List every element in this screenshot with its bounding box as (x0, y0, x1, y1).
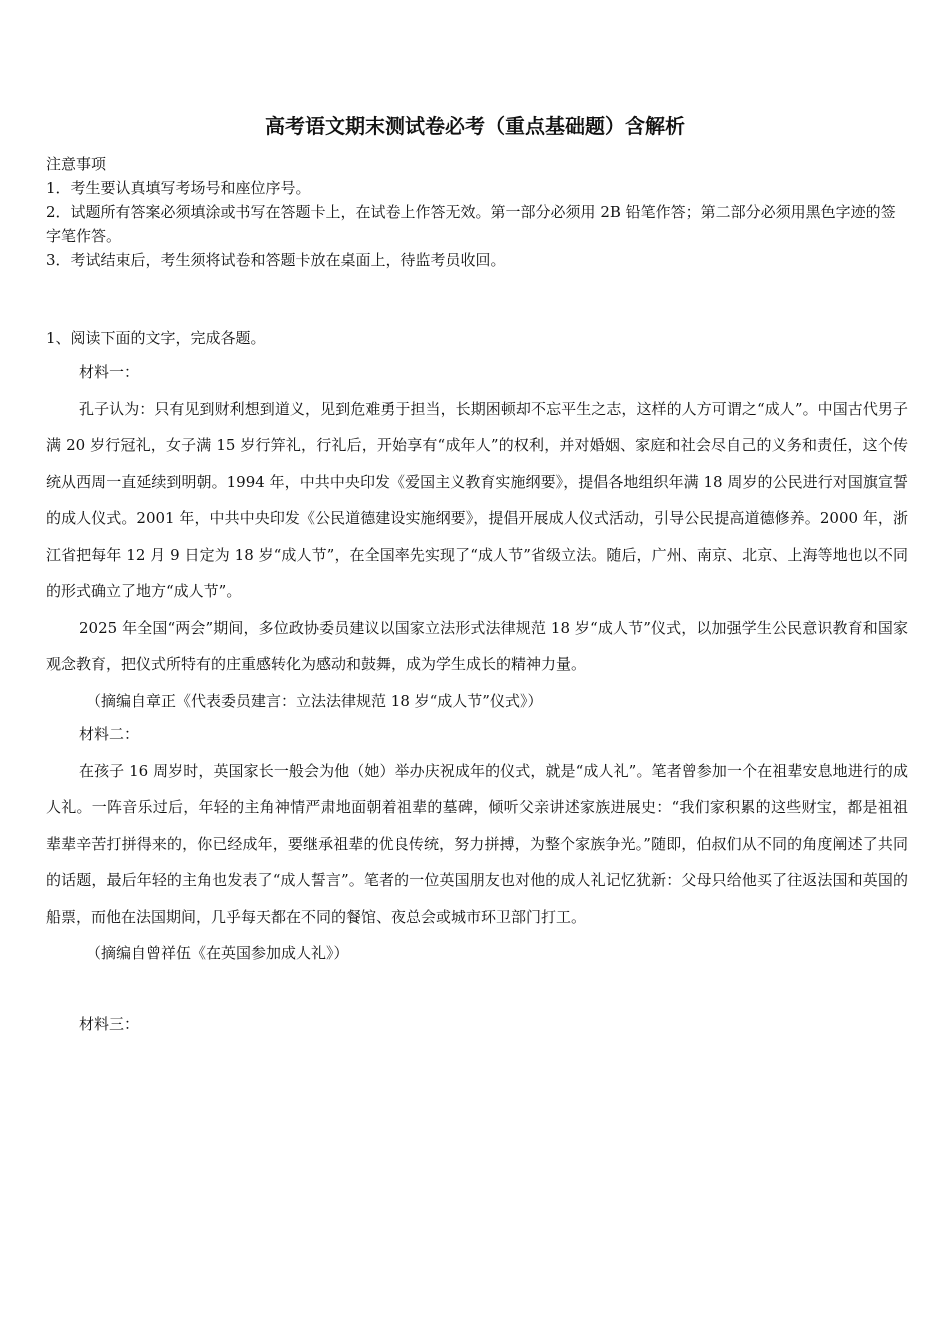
notice-section (46, 152, 908, 272)
material-one (46, 354, 908, 719)
material-one-source: （摘编自章正《代表委员建言：立法法律规范 18 岁“成人节”仪式》） (86, 691, 543, 710)
material-two-paragraph: 在孩子 16 周岁时，英国家长一般会为他（她）举办庆祝成年的仪式，就是“成人礼”。笔者曾参加一个在祖辈安息地进行的成人礼。一阵音乐过后，年轻的主角神情严肃地面朝着祖辈的墓碑，倾听父亲讲述家族进展史：“我们家积累的这些财宝，都是祖祖辈辈辛苦打拼得来的，你已经成年，要继承祖辈的优良传统，努力拼搏，为整个家族争光。”随即，伯叔们从不同的角度阐述了共同的话题，最后年轻的主角也发表了“成人誓言”。笔者的一位英国朋友也对他的成人礼记忆犹新：父母只给他买了往返法国和英国的船票，而他在法国期间，几乎每天都在不同的餐馆、夜总会或城市环卫部门打工。 (46, 761, 908, 926)
notice-item: 2．试题所有答案必须填涂或书写在答题卡上，在试卷上作答无效。第一部分必须用 2B 铅笔作答；第二部分必须用黑色字迹的签字笔作答。 (46, 203, 896, 245)
question-prompt: 1、阅读下面的文字，完成各题。 (46, 329, 266, 347)
material-one-paragraph: 孔子认为：只有见到财利想到道义，见到危难勇于担当，长期困顿却不忘平生之志，这样的人方可谓之“成人”。中国古代男子满 20 岁行冠礼，女子满 15 岁行笄礼，行礼后，开始享有“成年人”的权利，并对婚姻、家庭和社会尽自己的义务和责任，这个传统从西周一直延续到明朝。1994 年，中共中央印发《爱国主义教育实施纲要》，提倡各地组织年满 18 周岁的公民进行对国旗宣誓的成人仪式。2001 年，中共中央印发《公民道德建设实施纲要》，提倡开展成人仪式活动，引导公民提高道德修养。2000 年，浙江省把每年 12 月 9 日定为 18 岁“成人节”，在全国率先实现了“成人节”省级立法。随后，广州、南京、北京、上海等地也以不同的形式确立了地方“成人节”。 (46, 399, 908, 600)
material-three (46, 1006, 908, 1043)
material-two-source: （摘编自曾祥伍《在英国参加成人礼》） (86, 944, 349, 962)
material-one-label: 材料一： (79, 363, 140, 381)
notice-item: 3．考试结束后，考生须将试卷和答题卡放在桌面上，待监考员收回。 (46, 251, 506, 269)
notice-item: 1．考生要认真填写考场号和座位序号。 (46, 179, 311, 197)
material-one-paragraph: 2025 年全国“两会”期间，多位政协委员建议以国家立法形式法律规范 18 岁“成人节”仪式，以加强学生公民意识教育和国家观念教育，把仪式所特有的庄重感转化为感动和鼓舞，成为学生成长的精神力量。 (46, 618, 908, 673)
material-two-label: 材料二： (79, 725, 140, 743)
notice-heading: 注意事项 (46, 155, 107, 173)
material-two (46, 716, 908, 972)
material-three-label: 材料三： (79, 1015, 140, 1033)
page-title: 高考语文期末测试卷必考（重点基础题）含解析 (265, 114, 685, 138)
